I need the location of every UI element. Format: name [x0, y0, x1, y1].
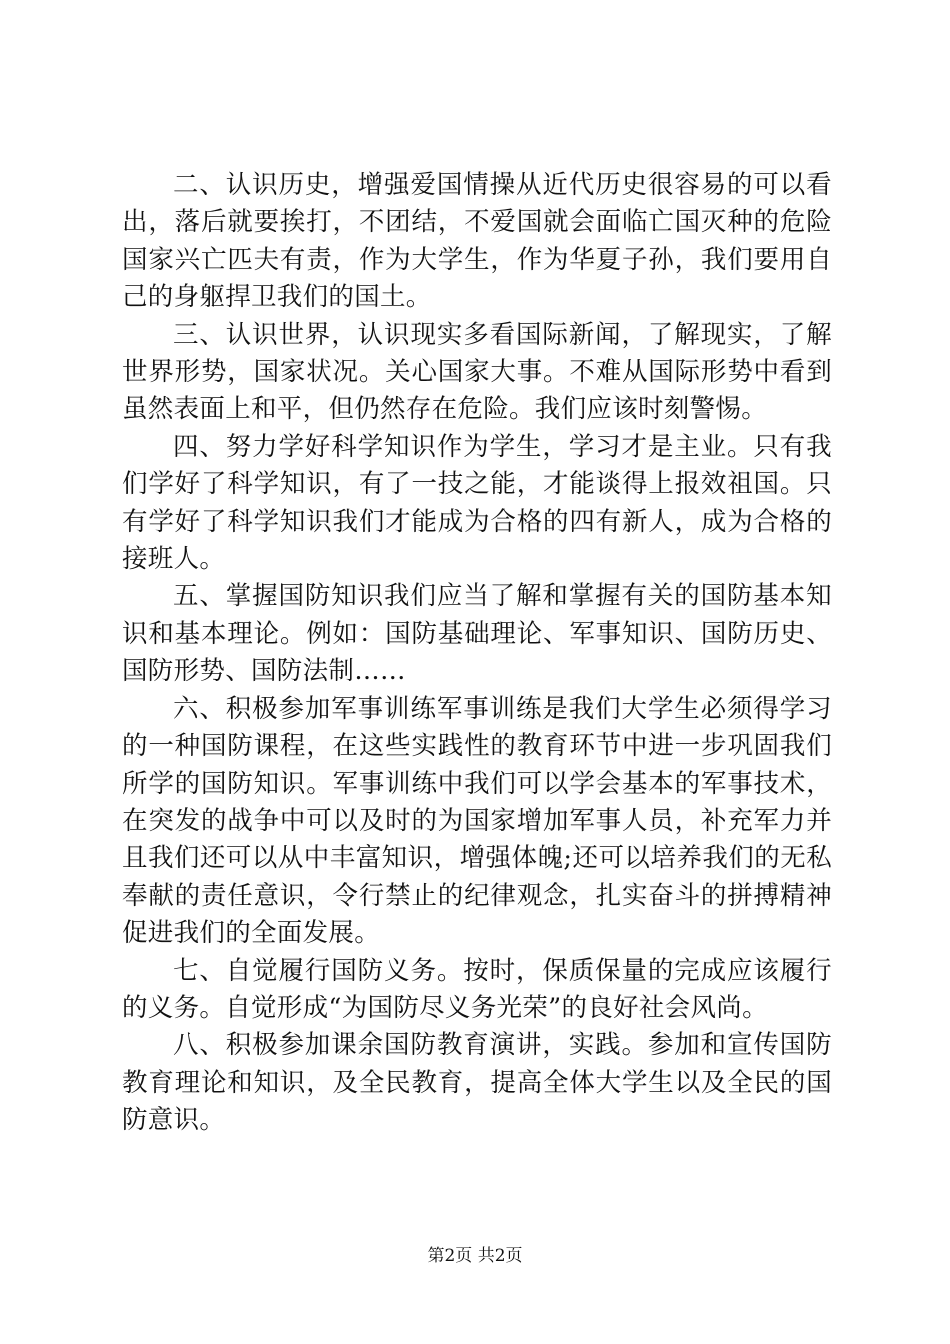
paragraph-4-science: 四、努力学好科学知识作为学生，学习才是主业。只有我们学好了科学知识，有了一技之能，才能谈得上报效祖国。只有学好了科学知识我们才能成为合格的四有新人，成为合格的接班人。: [122, 431, 832, 575]
paragraph-2-history: 二、认识历史，增强爱国情操从近代历史很容易的可以看出，落后就要挨打，不团结，不爱国就会面临亡国灭种的危险国家兴亡匹夫有责，作为大学生，作为华夏子孙，我们要用自己的身躯捍卫我们的国土。: [122, 170, 832, 313]
page-number-footer: 第2页 共2页: [427, 1246, 523, 1266]
paragraph-6-military-training: 六、积极参加军事训练军事训练是我们大学生必须得学习的一种国防课程，在这些实践性的教育环节中进一步巩固我们所学的国防知识。军事训练中我们可以学会基本的军事技术，在突发的战争中可以及时的为国家增加军事人员，补充军力并且我们还可以从中丰富知识，增强体魄;还可以培养我们的无私奉献的责任意识，令行禁止的纪律观念，扎实奋斗的拼搏精神促进我们的全面发展。: [122, 693, 832, 949]
paragraph-5-defense-knowledge: 五、掌握国防知识我们应当了解和掌握有关的国防基本知识和基本理论。例如：国防基础理论、军事知识、国防历史、国防形势、国防法制……: [122, 581, 832, 687]
paragraph-8-education: 八、积极参加课余国防教育演讲，实践。参加和宣传国防教育理论和知识，及全民教育，提高全体大学生以及全民的国防意识。: [122, 1030, 832, 1136]
paragraph-3-world: 三、认识世界，认识现实多看国际新闻，了解现实，了解世界形势，国家状况。关心国家大事。不难从国际形势中看到虽然表面上和平，但仍然存在危险。我们应该时刻警惕。: [122, 319, 832, 425]
paragraph-7-defense-duty: 七、自觉履行国防义务。按时，保质保量的完成应该履行的义务。自觉形成“为国防尽义务光荣”的良好社会风尚。: [122, 955, 832, 1023]
document-body: [122, 167, 832, 1140]
